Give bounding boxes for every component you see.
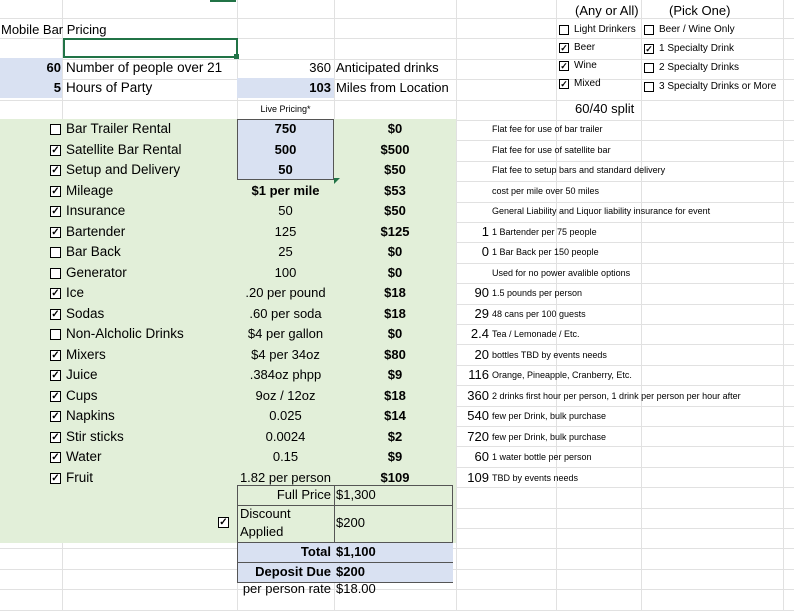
item-checkbox[interactable] [50, 309, 61, 320]
item-row [0, 201, 794, 221]
item-name: Sodas [66, 305, 105, 321]
discount-label-line2: Applied [240, 524, 284, 539]
item-quantity: 60 [474, 449, 489, 464]
discount-label-line1: Discount [240, 506, 291, 521]
people-input[interactable]: 60 [46, 60, 61, 75]
item-row [0, 119, 794, 139]
drink-type-label: Beer [574, 42, 596, 53]
item-note: 48 cans per 100 guests [492, 308, 586, 319]
item-cost: $53 [384, 182, 406, 198]
any-or-all-heading: (Any or All) [575, 3, 639, 18]
check-icon: ✓ [560, 61, 568, 71]
split-label: 60/40 split [575, 101, 635, 116]
gridline [0, 100, 794, 101]
live-pricing-label: Live Pricing* [260, 104, 311, 114]
item-checkbox[interactable] [50, 145, 61, 156]
item-rate[interactable]: 750 [274, 121, 297, 136]
item-note: Flat fee to setup bars and standard delivery [492, 165, 666, 175]
check-icon: ✓ [51, 144, 60, 156]
item-row [0, 324, 794, 344]
item-quantity: 1 [481, 223, 489, 239]
check-icon: ✓ [51, 185, 60, 197]
check-icon: ✓ [645, 44, 653, 54]
drink-type-label: Wine [574, 60, 597, 71]
item-note: few per Drink, bulk purchase [492, 431, 607, 442]
item-name: Water [66, 449, 102, 464]
item-rate: 125 [274, 223, 297, 239]
check-icon: ✓ [51, 165, 60, 176]
item-note: few per Drink, bulk purchase [492, 411, 607, 421]
check-icon: ✓ [51, 390, 60, 402]
item-checkbox[interactable] [50, 288, 61, 299]
drinks-value: 360 [309, 60, 331, 75]
item-rate: .60 per soda [249, 305, 322, 321]
check-icon: ✓ [51, 288, 60, 299]
item-note: cost per mile over 50 miles [492, 185, 600, 196]
item-quantity: 720 [467, 428, 489, 444]
item-cost: $9 [387, 449, 403, 464]
item-cost: $0 [387, 264, 403, 280]
item-rate: 25 [278, 244, 293, 259]
people-label: Number of people over 21 [66, 60, 223, 75]
drink-type-label: Light Drinkers [574, 24, 636, 35]
item-rate: 0.15 [272, 449, 299, 464]
specialty-checkbox[interactable] [644, 44, 654, 54]
item-rate: 9oz / 12oz [255, 387, 316, 403]
item-cost: $0 [387, 326, 403, 341]
item-cost: $50 [384, 203, 406, 218]
item-checkbox[interactable] [50, 473, 61, 484]
specialty-label: 1 Specialty Drink [659, 43, 735, 54]
drinks-label: Anticipated drinks [336, 60, 439, 75]
item-quantity: 116 [468, 367, 489, 382]
cell-indicator [210, 0, 236, 2]
check-icon: ✓ [51, 431, 60, 443]
check-icon: ✓ [51, 411, 60, 422]
specialty-checkbox[interactable] [644, 63, 654, 73]
check-icon: ✓ [51, 452, 60, 463]
item-checkbox[interactable] [50, 411, 61, 422]
item-cost: $18 [384, 305, 406, 321]
item-note: Used for no power avalible options [492, 267, 631, 278]
item-rate: 100 [274, 264, 297, 280]
item-checkbox[interactable] [50, 124, 61, 135]
item-checkbox[interactable] [50, 186, 61, 197]
drink-type-checkbox[interactable] [559, 25, 569, 35]
item-checkbox[interactable] [50, 391, 61, 402]
check-icon: ✓ [560, 79, 568, 89]
item-row [0, 242, 794, 262]
item-cost: $18 [384, 285, 406, 300]
item-note: 1.5 pounds per person [492, 288, 583, 298]
discount-checkbox[interactable] [218, 517, 229, 528]
item-name: Generator [66, 264, 127, 280]
item-checkbox[interactable] [50, 329, 61, 340]
item-cost: $80 [384, 346, 406, 362]
specialty-label: 3 Specialty Drinks or More [659, 81, 777, 92]
item-checkbox[interactable] [50, 227, 61, 238]
item-name: Cups [66, 387, 98, 403]
item-name: Bar Trailer Rental [66, 121, 172, 136]
item-rate: 50 [278, 203, 293, 218]
item-checkbox[interactable] [50, 206, 61, 217]
item-name: Bartender [66, 223, 126, 239]
item-row [0, 222, 794, 242]
item-quantity: 20 [474, 346, 489, 362]
deposit-value: $200 [336, 564, 365, 579]
item-cost: $109 [380, 469, 410, 485]
check-icon: ✓ [51, 349, 60, 361]
item-rate: .20 per pound [245, 285, 326, 300]
check-icon: ✓ [51, 370, 60, 381]
item-row [0, 345, 794, 365]
item-rate: $4 per gallon [247, 326, 324, 341]
item-checkbox[interactable] [50, 165, 61, 176]
item-name: Satellite Bar Rental [66, 141, 182, 157]
item-row [0, 386, 794, 406]
pick-one-heading: (Pick One) [669, 3, 731, 18]
item-cost: $2 [387, 428, 403, 444]
item-checkbox[interactable] [50, 247, 61, 258]
specialty-checkbox[interactable] [644, 82, 654, 92]
check-icon: ✓ [51, 472, 60, 484]
full-price-value: $1,300 [336, 487, 376, 502]
item-cost: $14 [384, 408, 406, 423]
item-row [0, 427, 794, 447]
item-rate: $1 per mile [251, 182, 320, 198]
drink-type-checkbox[interactable] [559, 61, 569, 71]
discount-value: $200 [336, 515, 365, 530]
item-rate: 0.0024 [265, 428, 306, 444]
specialty-label: 2 Specialty Drinks [659, 62, 740, 73]
check-icon: ✓ [51, 226, 60, 238]
item-row [0, 304, 794, 324]
total-label: Total [300, 544, 331, 559]
item-name: Setup and Delivery [66, 162, 181, 177]
item-name: Ice [66, 285, 85, 300]
item-checkbox[interactable] [50, 268, 61, 279]
item-rate[interactable]: 50 [278, 162, 293, 177]
item-row [0, 140, 794, 160]
specialty-checkbox[interactable] [644, 25, 654, 35]
item-quantity: 90 [474, 285, 489, 300]
item-cost: $50 [384, 162, 406, 177]
per-person-label: per person rate [242, 581, 331, 596]
item-name: Fruit [66, 469, 93, 485]
item-note: 1 Bartender per 75 people [492, 226, 597, 237]
check-icon: ✓ [560, 43, 568, 53]
item-name: Insurance [66, 203, 126, 218]
item-name: Stir sticks [66, 428, 124, 444]
item-note: 1 Bar Back per 150 people [492, 247, 599, 257]
item-row [0, 406, 794, 426]
specialty-label: Beer / Wine Only [659, 24, 735, 35]
item-quantity: 29 [474, 305, 489, 321]
item-quantity: 2.4 [470, 326, 489, 341]
item-rate: 0.025 [269, 408, 302, 423]
item-name: Bar Back [66, 244, 121, 259]
gridline [0, 589, 794, 590]
item-name: Napkins [66, 408, 115, 423]
item-row [0, 283, 794, 303]
item-checkbox[interactable] [50, 350, 61, 361]
item-cost: $18 [384, 387, 406, 403]
item-quantity: 109 [467, 469, 489, 485]
item-quantity: 0 [481, 244, 489, 259]
item-note: General Liability and Liquor liability insurance for event [492, 206, 711, 216]
item-row [0, 160, 794, 180]
check-icon: ✓ [219, 517, 228, 528]
item-cost: $0 [387, 121, 403, 136]
item-cost: $0 [387, 244, 403, 259]
item-note: Tea / Lemonade / Etc. [492, 329, 580, 339]
hours-label: Hours of Party [66, 80, 153, 95]
miles-label: Miles from Location [336, 80, 449, 95]
item-cost: $9 [387, 367, 403, 382]
item-note: Flat fee for use of bar trailer [492, 124, 603, 134]
item-checkbox[interactable] [50, 432, 61, 443]
drink-type-checkbox[interactable] [559, 43, 569, 53]
item-rate: $4 per 34oz [251, 346, 320, 362]
check-icon: ✓ [51, 308, 60, 320]
item-checkbox[interactable] [50, 370, 61, 381]
item-row [0, 263, 794, 283]
selected-cell[interactable] [63, 38, 238, 58]
drink-type-checkbox[interactable] [559, 79, 569, 89]
item-name: Mixers [66, 346, 106, 362]
page-title: Mobile Bar Pricing [1, 22, 107, 37]
item-rate: .384oz phpp [249, 367, 322, 382]
item-cost: $125 [380, 223, 410, 239]
item-note: TBD by events needs [492, 472, 579, 483]
item-note: bottles TBD by events needs [492, 349, 607, 360]
per-person-value: $18.00 [336, 581, 376, 596]
item-name: Non-Alcholic Drinks [66, 326, 184, 341]
item-note: Orange, Pineapple, Cranberry, Etc. [492, 370, 632, 380]
check-icon: ✓ [51, 206, 60, 217]
item-note: 1 water bottle per person [492, 452, 592, 462]
item-row [0, 365, 794, 385]
item-cost: $500 [380, 141, 410, 157]
item-row [0, 447, 794, 467]
item-checkbox[interactable] [50, 452, 61, 463]
item-row [0, 181, 794, 201]
item-quantity: 360 [467, 387, 489, 403]
item-note: 2 drinks first hour per person, 1 drink per person per hour after [492, 390, 741, 401]
total-value: $1,100 [336, 544, 376, 559]
deposit-label: Deposit Due [255, 564, 331, 579]
miles-input[interactable]: 103 [309, 80, 331, 95]
item-note: Flat fee for use of satellite bar [492, 144, 611, 155]
hours-input[interactable]: 5 [53, 80, 61, 95]
item-name: Mileage [66, 182, 114, 198]
full-price-label: Full Price [276, 487, 331, 502]
item-name: Juice [66, 367, 98, 382]
item-rate[interactable]: 500 [274, 141, 297, 157]
drink-type-label: Mixed [574, 78, 601, 89]
item-quantity: 540 [467, 408, 489, 423]
item-rate: 1.82 per person [239, 469, 332, 485]
